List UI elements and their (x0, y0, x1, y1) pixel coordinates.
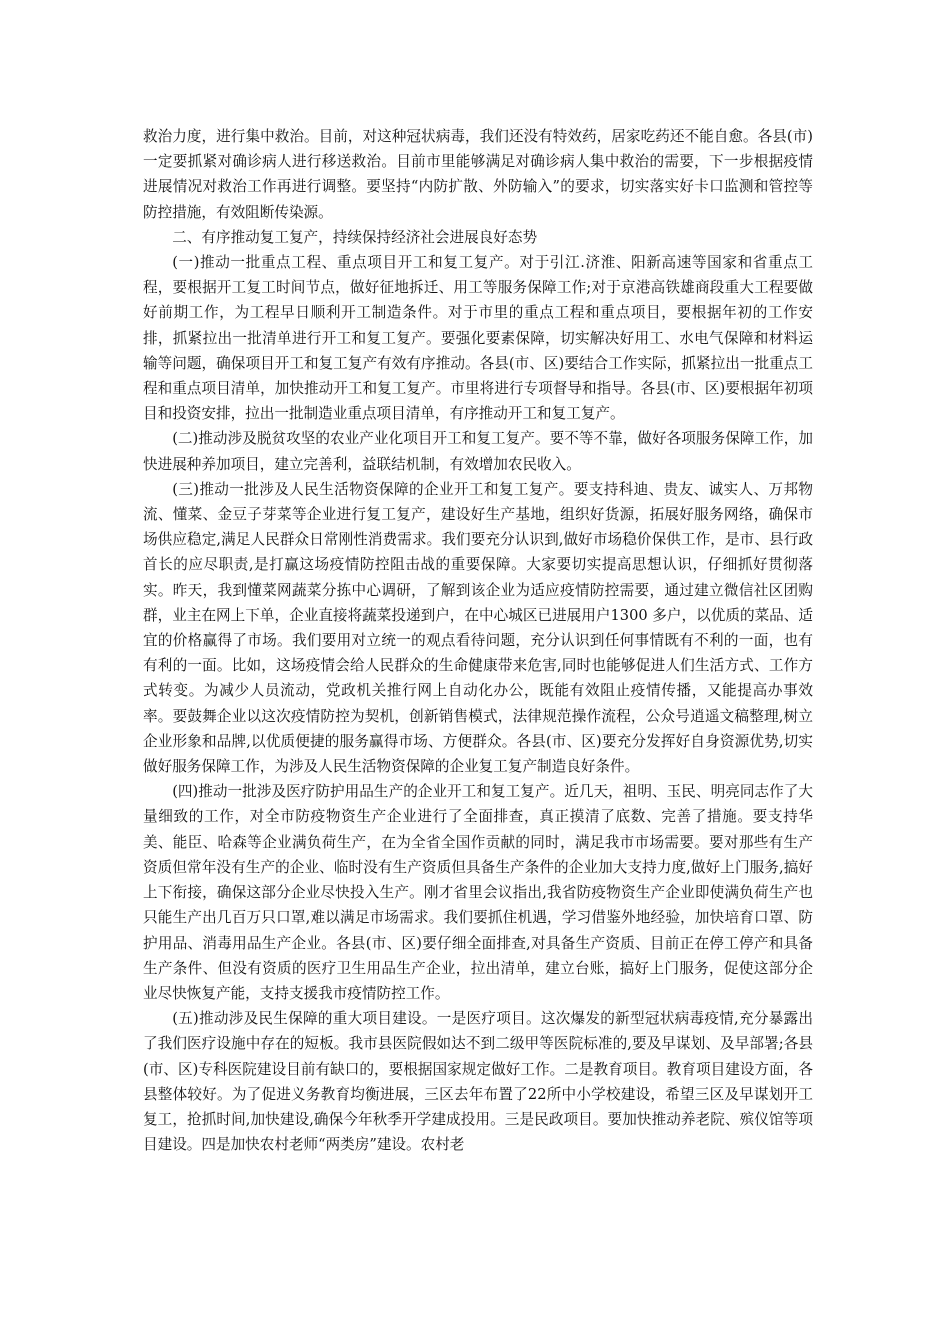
paragraph-item-4: (四)推动一批涉及医疗防护用品生产的企业开工和复工复产。近几天，祖明、玉民、明亮同志作了大量细致的工作，对全市防疫物资生产企业进行了全面排查，真正摸清了底数、完善了措施。要支持华美、能臣、哈森等企业满负荷生产，在为全省全国作贡献的同时，满足我市市场需要。要对那些有生产资质但常年没有生产的企业、临时没有生产资质但具备生产条件的企业加大支持力度,做好上门服务,搞好上下衔接，确保这部分企业尽快投入生产。刚才省里会议指出,我省防疫物资生产企业即使满负荷生产也只能生产出几百万只口罩,难以满足市场需求。我们要抓住机遇，学习借鉴外地经验，加快培育口罩、防护用品、消毒用品生产企业。各县(市、区)要仔细全面排查,对具备生产资质、目前正在停工停产和具备生产条件、但没有资质的医疗卫生用品生产企业，拉出清单，建立台账，搞好上门服务，促使这部分企业尽快恢复产能，支持支援我市疫情防控工作。 (143, 783, 813, 1002)
paragraph-item-3: (三)推动一批涉及人民生活物资保障的企业开工和复工复产。要支持科迪、贵友、诚实人、万邦物流、懂菜、金豆子芽菜等企业进行复工复产，建设好生产基地，组织好货源，拓展好服务网络，确保市场供应稳定,满足人民群众日常刚性消费需求。我们要充分认识到,做好市场稳价保供工作，是市、县行政首长的应尽职责,是打赢这场疫情防控阻击战的重要保障。大家要切实提高思想认识，仔细抓好贯彻落实。昨天，我到懂菜网蔬菜分拣中心调研，了解到该企业为适应疫情防控需要，通过建立微信社区团购群，业主在网上下单，企业直接将蔬菜投递到户，在中心城区已进展用户1300 多户，以优质的菜品、适宜的价格赢得了市场。我们要用对立统一的观点看待问题，充分认识到任何事情既有不利的一面，也有有利的一面。比如，这场疫情会给人民群众的生命健康带来危害,同时也能够促进人们生活方式、工作方式转变。为减少人员流动，党政机关推行网上自动化办公，既能有效阻止疫情传播，又能提高办事效率。要鼓舞企业以这次疫情防控为契机，创新销售模式，法律规范操作流程，公众号逍遥文稿整理,树立企业形象和品牌,以优质便捷的服务赢得市场、方便群众。各县(市、区)要充分发挥好自身资源优势,切实做好服务保障工作，为涉及人民生活物资保障的企业复工复产制造良好条件。 (143, 480, 813, 776)
paragraph-item-1: (一)推动一批重点工程、重点项目开工和复工复产。对于引江.济淮、阳新高速等国家和省重点工程，要根据开工复工时间节点，做好征地拆迁、用工等服务保障工作;对于京港高铁雄商段重大工程要做好前期工作，为工程早日顺利开工制造条件。对于市里的重点工程和重点项目，要根据年初的工作安排，抓紧拉出一批清单进行开工和复工复产。要强化要素保障，切实解决好用工、水电气保障和材料运输等问题，确保项目开工和复工复产有效有序推动。各县(市、区)要结合工作实际，抓紧拉出一批重点工程和重点项目清单，加快推动开工和复工复产。市里将进行专项督导和指导。各县(市、区)要根据年初项目和投资安排，拉出一批制造业重点项目清单，有序推动开工和复工复产。 (143, 254, 813, 423)
paragraph-continuation: 救治力度，进行集中救治。目前，对这种冠状病毒，我们还没有特效药，居家吃药还不能自愈。各县(市)一定要抓紧对确诊病人进行移送救治。目前市里能够满足对确诊病人集中救治的需要，下一步根据疫情进展情况对救治工作再进行调整。要坚持“内防扩散、外防输入”的要求，切实落实好卡口监测和管控等防控措施，有效阻断传染源。 (143, 128, 813, 221)
paragraph-item-2: (二)推动涉及脱贫攻坚的农业产业化项目开工和复工复产。要不等不靠，做好各项服务保障工作，加快进展种养加项目，建立完善利，益联结机制，有效增加农民收入。 (143, 430, 813, 473)
document-page (143, 124, 813, 1157)
section-heading: 二、有序推动复工复产，持续保持经济社会进展良好态势 (172, 228, 538, 246)
paragraph-item-5: (五)推动涉及民生保障的重大项目建设。一是医疗项目。这次爆发的新型冠状病毒疫情,充分暴露出了我们医疗设施中存在的短板。我市县医院假如达不到二级甲等医院标准的,要及早谋划、及早部署;各县(市、区)专科医院建设目前有缺口的，要根据国家规定做好工作。二是教育项目。教育项目建设方面，各县整体较好。为了促进义务教育均衡进展，三区去年布置了22所中小学校建设，希望三区及早谋划开工复工，抢抓时间,加快建设,确保今年秋季开学建成投用。三是民政项目。要加快推动养老院、殡仪馆等项目建设。四是加快农村老师“两类房”建设。农村老 (143, 1010, 813, 1154)
